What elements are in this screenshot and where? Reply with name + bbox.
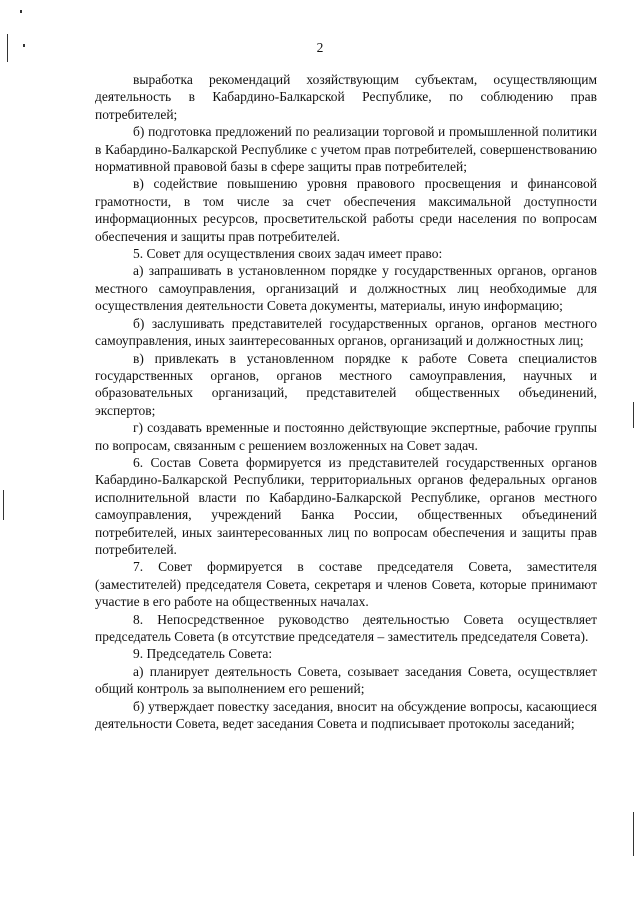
scan-mark [633,402,634,428]
paragraph: 5. Совет для осуществления своих задач имеет право: [133,246,443,262]
paragraph: г) создавать временные и постоянно действующие экспертные, рабочие группы по вопросам, связанным с решением возложенных на Совет задач. [95,420,597,453]
paragraph: а) планирует деятельность Совета, созывает заседания Совета, осуществляет общий контроль за выполнением его решений; [95,663,597,697]
paragraph: в) содействие повышению уровня правового просвещения и финансовой грамотности, в том числе за счет обеспечения максимальной доступности информационных ресурсов, просветительской работы среди населения по вопросам обеспечения и защиты прав потребителей. [95,176,597,244]
paragraph: 9. Председатель Совета: [133,646,273,662]
scan-mark [633,812,634,856]
paragraph: 7. Совет формируется в составе председателя Совета, заместителя (заместителей) председателя Совета, секретаря и членов Совета, которые принимают участие в его работе на общественных началах. [95,559,597,610]
scan-mark [3,490,4,520]
scan-mark [20,10,22,13]
paragraph: б) утверждает повестку заседания, вносит на обсуждение вопросы, касающиеся деятельности Совета, ведет заседания Совета и подписывает протоколы заседаний; [95,698,597,732]
paragraph: б) заслушивать представителей государственных органов, органов местного самоуправления, иных заинтересованных органов, организаций и должностных лиц; [95,315,597,349]
page-number: 2 [316,40,324,55]
paragraph: в) привлекать в установленном порядке к работе Совета специалистов государственных органов, органов местного самоуправления, научных и образовательных организаций, представителей общественных объединений, экспертов; [95,350,597,418]
document-body [95,71,597,732]
paragraph: 6. Состав Совета формируется из представителей государственных органов Кабардино-Балкарской Республики, территориальных органов федеральных органов исполнительной власти по Кабардино-Балкарской Республике, органов местного самоуправления, учреждений Банка России, общественных объединений потребителей, иных заинтересованных лиц по вопросам обеспечения и защиты прав потребителей. [95,454,597,557]
paragraph: а) запрашивать в установленном порядке у государственных органов, органов местного самоуправления, организаций и должностных лиц необходимые для осуществления деятельности Совета документы, материалы, иную информацию; [95,263,597,314]
paragraph: б) подготовка предложений по реализации торговой и промышленной политики в Кабардино-Балкарской Республике с учетом прав потребителей, совершенствованию нормативной правовой базы в сфере защиты прав потребителей; [95,124,597,175]
paragraph: 8. Непосредственное руководство деятельностью Совета осуществляет председатель Совета (в отсутствие председателя – заместитель председателя Совета). [95,611,597,644]
paragraph: выработка рекомендаций хозяйствующим субъектам, осуществляющим деятельность в Кабардино-Балкарской Республике, по соблюдению прав потребителей; [95,72,597,122]
